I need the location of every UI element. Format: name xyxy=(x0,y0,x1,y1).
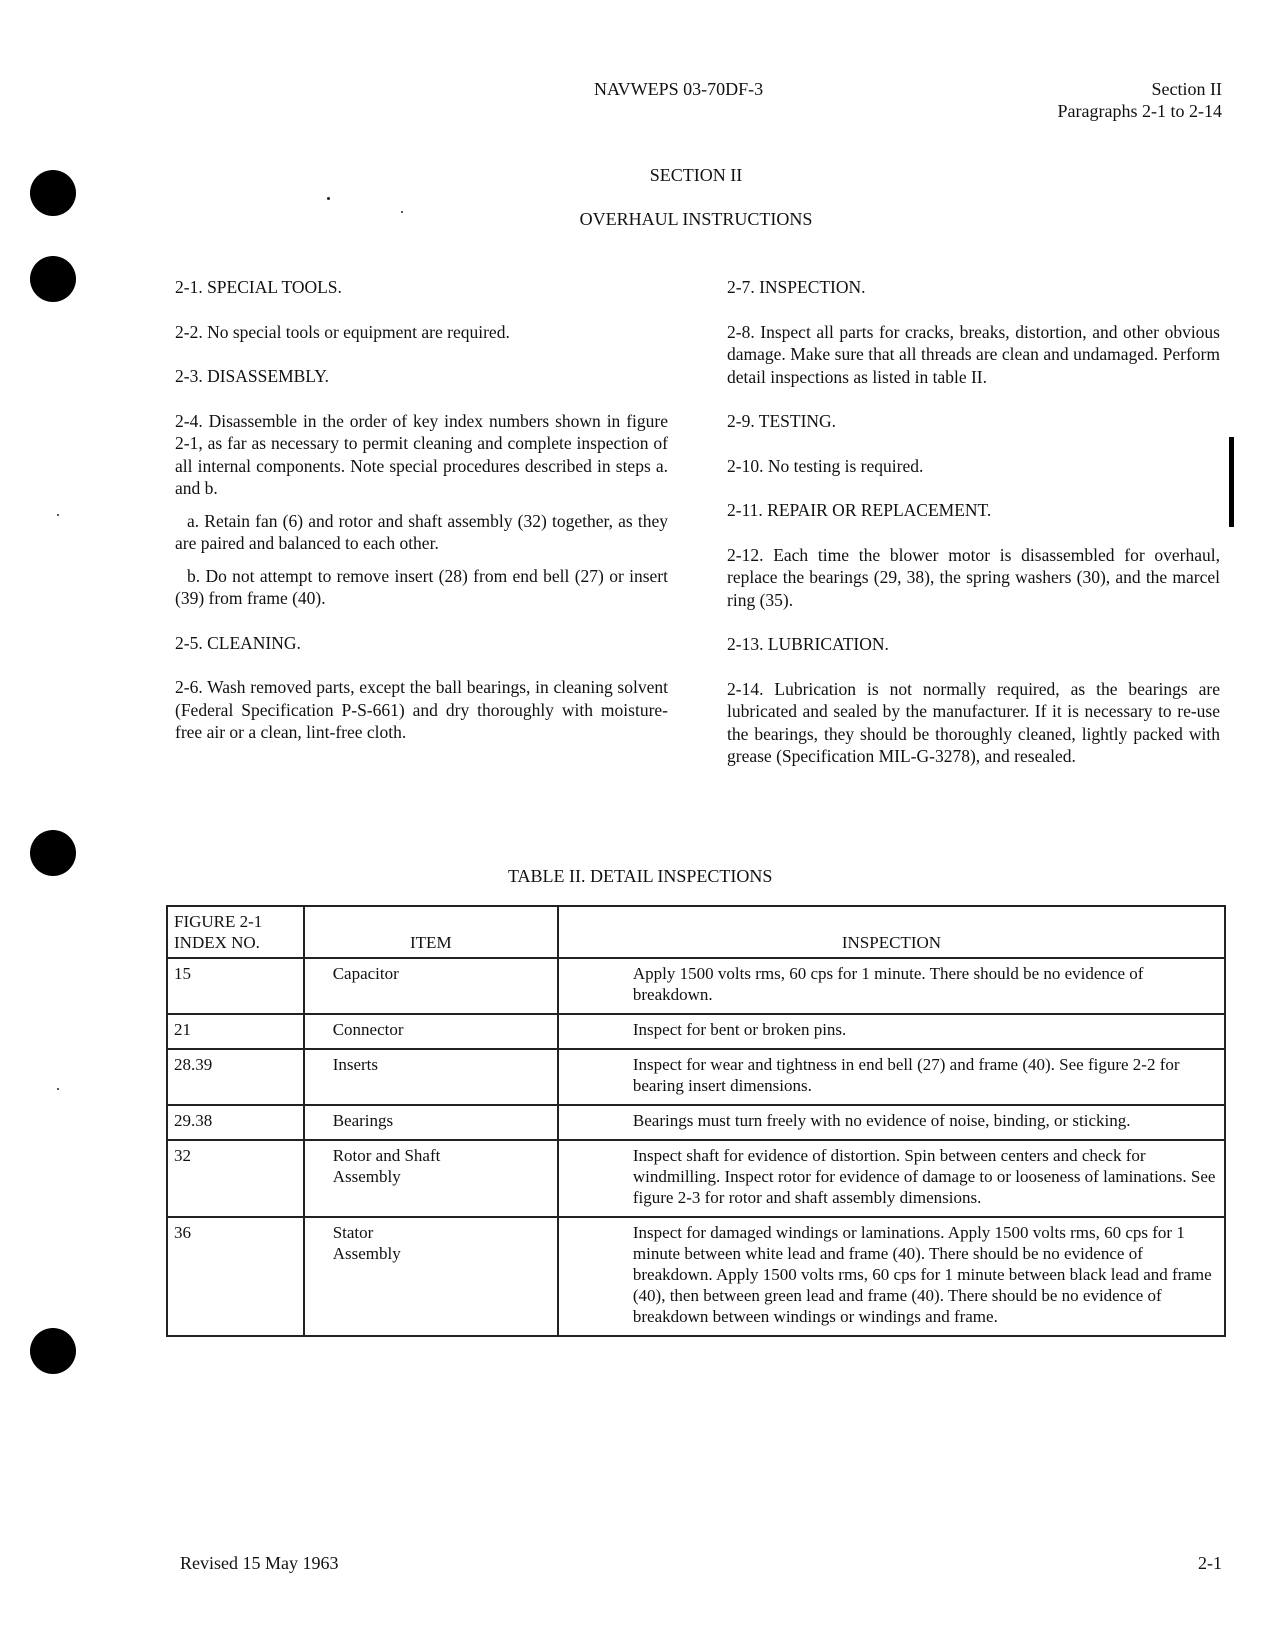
item-cell: Inserts xyxy=(304,1049,558,1105)
para-2-3: 2-3. DISASSEMBLY. xyxy=(175,366,329,386)
para-2-12: 2-12. Each time the blower motor is disassembled for overhaul, replace the bearings (29, 38), the spring washers (30), and the marcel ring (35). xyxy=(727,544,1220,610)
detail-inspections-table xyxy=(166,905,1226,1337)
step-b: b. Do not attempt to remove insert (28) from end bell (27) or insert (39) from frame (40). xyxy=(175,565,668,608)
para-2-4: 2-4. Disassemble in the order of key index numbers shown in figure 2-1, as far as necessary to permit cleaning and complete inspection of all internal components. Note special procedures described in steps a. and b. xyxy=(175,410,668,498)
right-column xyxy=(727,276,1220,790)
item-cell: Stator Assembly xyxy=(304,1217,558,1336)
scan-speck xyxy=(57,1088,59,1090)
revision-date: Revised 15 May 1963 xyxy=(180,1553,339,1573)
binder-hole-bottom xyxy=(30,1328,76,1374)
binder-hole-middle xyxy=(30,830,76,876)
index-cell: 29.38 xyxy=(167,1105,304,1140)
inspection-cell: Inspect shaft for evidence of distortion. Spin between centers and check for windmilling. Inspect rotor for evidence of damage to or looseness of laminations. See figure 2-3 for rotor and shaft assembly dimensions. xyxy=(558,1140,1225,1217)
page-number: 2-1 xyxy=(1198,1553,1222,1573)
para-2-13: 2-13. LUBRICATION. xyxy=(727,634,889,654)
index-cell: 36 xyxy=(167,1217,304,1336)
section-label: Section II xyxy=(1151,79,1222,99)
table-row xyxy=(167,958,1225,1014)
revision-change-bar xyxy=(1229,437,1234,527)
para-2-1: 2-1. SPECIAL TOOLS. xyxy=(175,277,342,297)
table-row xyxy=(167,1049,1225,1105)
table-row xyxy=(167,1217,1225,1336)
section-title: SECTION II xyxy=(649,165,743,185)
table-row xyxy=(167,1105,1225,1140)
inspection-cell: Bearings must turn freely with no evidence of noise, binding, or sticking. xyxy=(558,1105,1225,1140)
index-cell: 21 xyxy=(167,1014,304,1049)
item-cell: Connector xyxy=(304,1014,558,1049)
inspection-cell: Inspect for bent or broken pins. xyxy=(558,1014,1225,1049)
table-title: TABLE II. DETAIL INSPECTIONS xyxy=(508,866,773,886)
inspection-cell: Apply 1500 volts rms, 60 cps for 1 minute. There should be no evidence of breakdown. xyxy=(558,958,1225,1014)
scan-speck xyxy=(57,514,59,516)
table-row xyxy=(167,1140,1225,1217)
index-cell: 28.39 xyxy=(167,1049,304,1105)
para-2-11: 2-11. REPAIR OR REPLACEMENT. xyxy=(727,500,992,520)
item-cell: Capacitor xyxy=(304,958,558,1014)
header-inspection: INSPECTION xyxy=(558,906,1225,958)
para-2-6: 2-6. Wash removed parts, except the ball bearings, in cleaning solvent (Federal Specification P-S-661) and dry thoroughly with moisture-free air or a clean, lint-free cloth. xyxy=(175,677,668,742)
para-2-9: 2-9. TESTING. xyxy=(727,411,837,431)
para-2-2: 2-2. No special tools or equipment are required. xyxy=(175,321,510,342)
binder-hole-upper xyxy=(30,256,76,302)
para-2-10: 2-10. No testing is required. xyxy=(727,455,924,476)
inspection-cell: Inspect for wear and tightness in end bell (27) and frame (40). See figure 2-2 for bearing insert dimensions. xyxy=(558,1049,1225,1105)
item-cell: Bearings xyxy=(304,1105,558,1140)
document-number: NAVWEPS 03-70DF-3 xyxy=(594,79,764,99)
paragraph-range: Paragraphs 2-1 to 2-14 xyxy=(1057,101,1222,121)
overhaul-instructions-title: OVERHAUL INSTRUCTIONS xyxy=(579,209,813,229)
table-header-row xyxy=(167,906,1225,958)
para-2-8: 2-8. Inspect all parts for cracks, breaks, distortion, and other obvious damage. Make sure that all threads are clean and undamaged. Perform detail inspections as listed in table II. xyxy=(727,321,1220,387)
inspection-cell: Inspect for damaged windings or laminations. Apply 1500 volts rms, 60 cps for 1 minute between white lead and frame (40). There should be no evidence of breakdown. Apply 1500 volts rms, 60 cps for 1 minute between black lead and frame (40), then between green lead and frame (40). There should be no evidence of breakdown between windings or windings and frame. xyxy=(558,1217,1225,1336)
item-cell: Rotor and Shaft Assembly xyxy=(304,1140,558,1217)
header-index-no: FIGURE 2-1 INDEX NO. xyxy=(167,906,304,958)
para-2-5: 2-5. CLEANING. xyxy=(175,632,301,653)
para-2-7: 2-7. INSPECTION. xyxy=(727,277,866,297)
left-column xyxy=(175,276,668,766)
header-item: ITEM xyxy=(304,906,558,958)
scan-speck xyxy=(327,197,330,200)
table-row xyxy=(167,1014,1225,1049)
step-a: a. Retain fan (6) and rotor and shaft assembly (32) together, as they are paired and balanced to each other. xyxy=(175,510,668,553)
para-2-14: 2-14. Lubrication is not normally required, as the bearings are lubricated and sealed by the manufacturer. If it is necessary to re-use the bearings, they should be thoroughly cleaned, lightly packed with grease (Specification MIL-G-3278), and resealed. xyxy=(727,678,1220,766)
index-cell: 32 xyxy=(167,1140,304,1217)
index-cell: 15 xyxy=(167,958,304,1014)
